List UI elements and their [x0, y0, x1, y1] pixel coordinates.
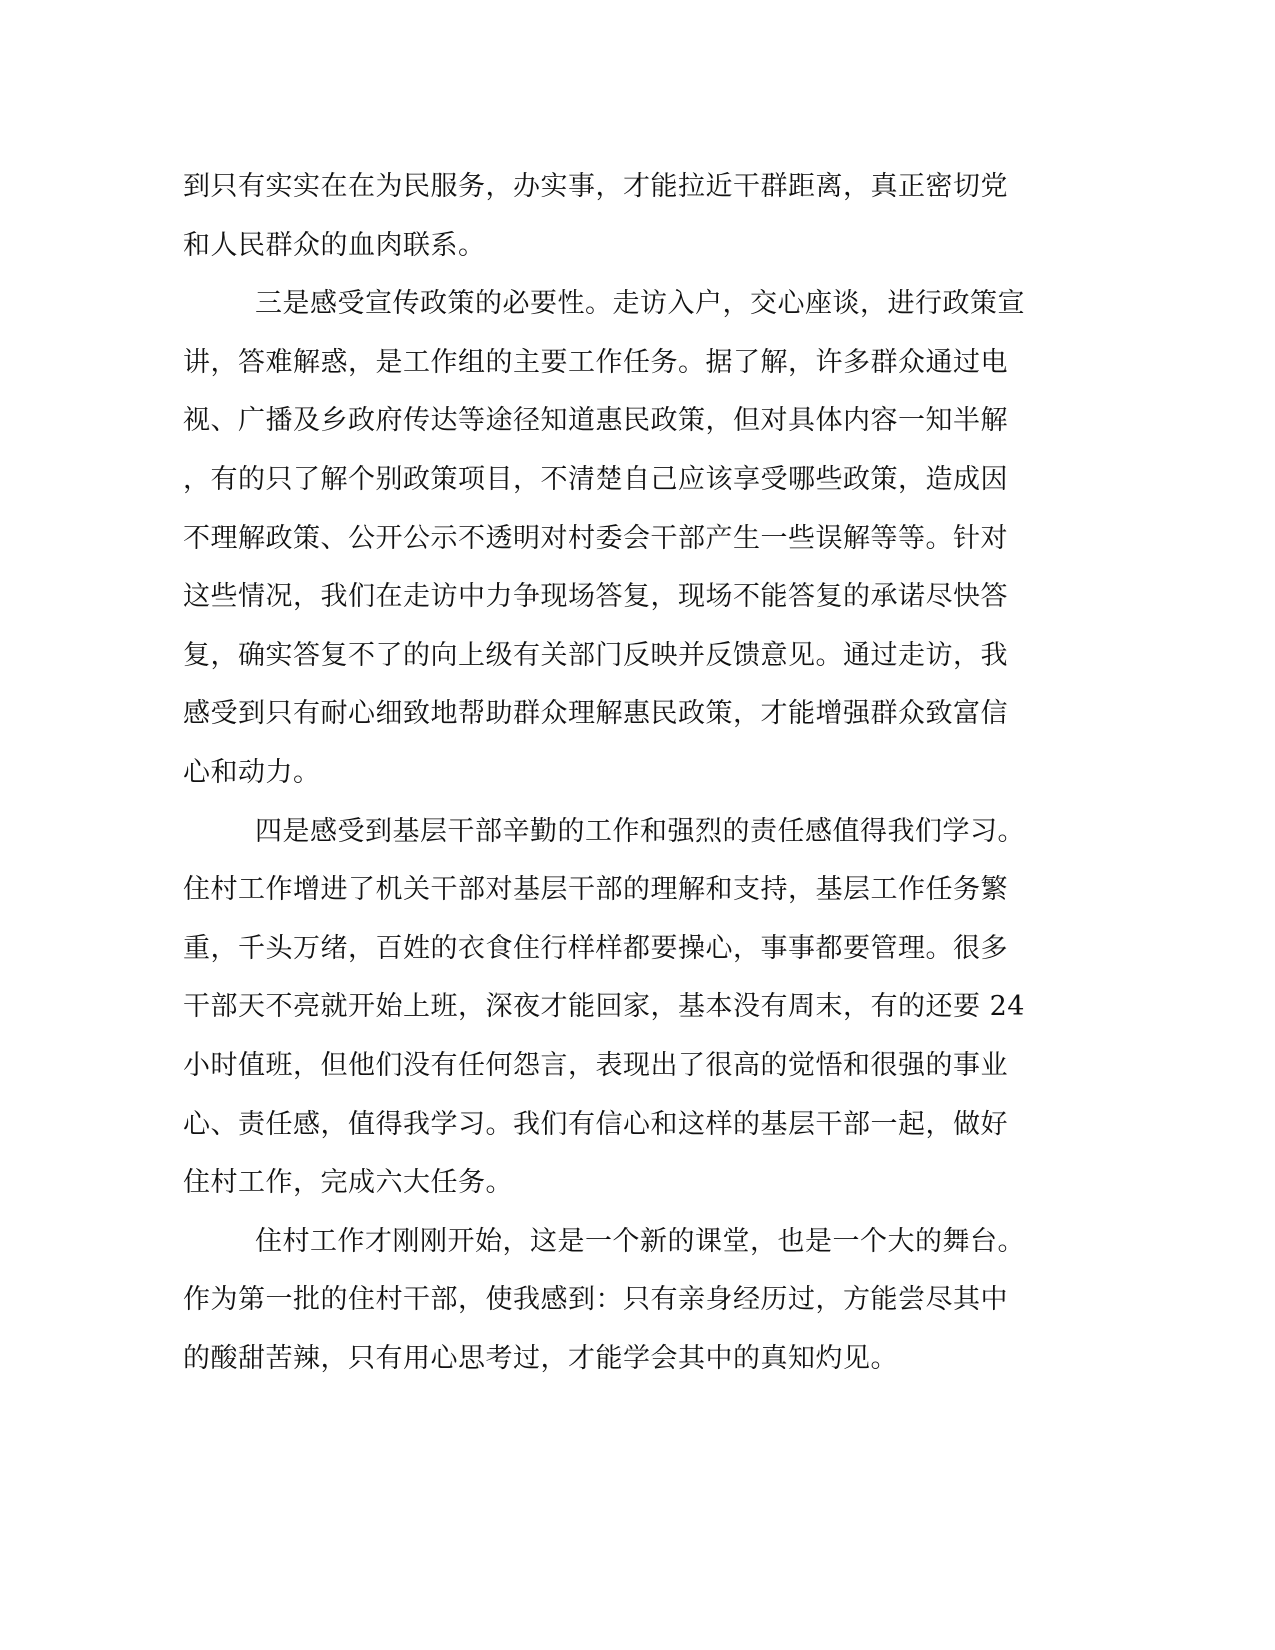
text-line: 住村工作，完成六大任务。	[183, 1167, 513, 1199]
text-line: 心、责任感，值得我学习。我们有信心和这样的基层干部一起，做好	[183, 1108, 1008, 1140]
text-line: 不理解政策、公开公示不透明对村委会干部产生一些误解等等。针对	[183, 522, 1008, 554]
text-line: 视、广播及乡政府传达等途径知道惠民政策，但对具体内容一知半解	[183, 405, 1008, 437]
text-line: 和人民群众的血肉联系。	[183, 229, 486, 261]
text-line: 复，确实答复不了的向上级有关部门反映并反馈意见。通过走访，我	[183, 639, 1008, 671]
text-line: 干部天不亮就开始上班，深夜才能回家，基本没有周末，有的还要 24	[183, 991, 1025, 1023]
paragraph-start-line: 四是感受到基层干部辛勤的工作和强烈的责任感值得我们学习。	[255, 815, 1025, 847]
text-line: 住村工作增进了机关干部对基层干部的理解和支持，基层工作任务繁	[183, 874, 1008, 906]
paragraph-start-line: 三是感受宣传政策的必要性。走访入户，交心座谈，进行政策宣	[255, 288, 1025, 320]
text-line: 的酸甜苦辣，只有用心思考过，才能学会其中的真知灼见。	[183, 1342, 898, 1374]
body-text	[183, 158, 1043, 1388]
text-line: 感受到只有耐心细致地帮助群众理解惠民政策，才能增强群众致富信	[183, 698, 1008, 730]
text-line: ，有的只了解个别政策项目，不清楚自己应该享受哪些政策，造成因	[183, 463, 1008, 495]
text-line: 讲，答难解惑，是工作组的主要工作任务。据了解，许多群众通过电	[183, 346, 1008, 378]
paragraph-start-line: 住村工作才刚刚开始，这是一个新的课堂，也是一个大的舞台。	[255, 1225, 1025, 1257]
text-line: 这些情况，我们在走访中力争现场答复，现场不能答复的承诺尽快答	[183, 581, 1008, 613]
text-line: 小时值班，但他们没有任何怨言，表现出了很高的觉悟和很强的事业	[183, 1049, 1008, 1081]
text-line: 重，千头万绪，百姓的衣食住行样样都要操心，事事都要管理。很多	[183, 932, 1008, 964]
text-line: 到只有实实在在为民服务，办实事，才能拉近干群距离，真正密切党	[183, 171, 1008, 202]
text-line: 作为第一批的住村干部，使我感到：只有亲身经历过，方能尝尽其中	[183, 1284, 1008, 1316]
text-line: 心和动力。	[183, 756, 321, 788]
